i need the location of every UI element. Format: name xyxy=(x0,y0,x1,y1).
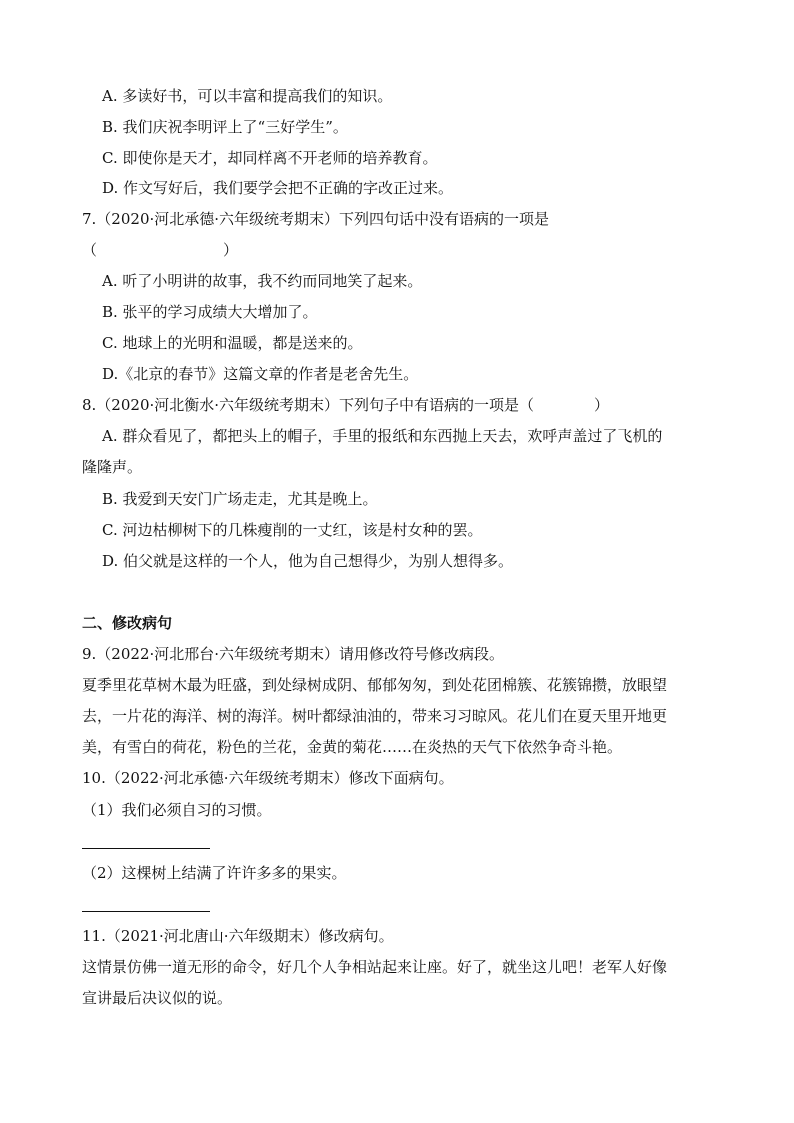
q10-sub1: （1）我们必须自习的习惯。 xyxy=(82,801,272,819)
q7-option-d: D.《北京的春节》这篇文章的作者是老舍先生。 xyxy=(102,365,419,383)
q6-option-c: C. 即使你是天才，却同样离不开老师的培养教育。 xyxy=(102,149,438,167)
section-heading: 二、修改病句 xyxy=(82,614,173,632)
q9-paragraph-line3: 美，有雪白的荷花，粉色的兰花，金黄的菊花……在炎热的天气下依然争奇斗艳。 xyxy=(82,738,623,756)
q7-option-b: B. 张平的学习成绩大大增加了。 xyxy=(102,303,318,321)
q7-answer-parens xyxy=(82,240,238,260)
q10-sub2: （2）这棵树上结满了许许多多的果实。 xyxy=(82,864,347,882)
q8-option-c: C. 河边枯柳树下的几株瘦削的一丈红，该是村女种的罢。 xyxy=(102,521,483,539)
q9-stem: 9.（2022·河北邢台·六年级统考期末）请用修改符号修改病段。 xyxy=(82,645,505,663)
q7-stem: 7.（2020·河北承德·六年级统考期末）下列四句话中没有语病的一项是 xyxy=(82,210,550,228)
q8-option-d: D. 伯父就是这样的一个人，他为自己想得少，为别人想得多。 xyxy=(102,552,514,570)
q6-option-b: B. 我们庆祝李明评上了“三好学生”。 xyxy=(102,118,348,136)
q8-stem xyxy=(82,395,609,415)
q9-paragraph-line2: 去，一片花的海洋、树的海洋。树叶都绿油油的，带来习习晾风。花儿们在夏天里开地更 xyxy=(82,707,668,725)
paren-close: ） xyxy=(594,396,610,414)
q11-stem: 11.（2021·河北唐山·六年级期末）修改病句。 xyxy=(82,927,394,945)
q8-stem-text: 8.（2020·河北衡水·六年级统考期末）下列句子中有语病的一项是（ xyxy=(82,396,535,414)
q11-paragraph-line2: 宣讲最后决议似的说。 xyxy=(82,989,233,1007)
q8-option-a-line1: A. 群众看见了，都把头上的帽子，手里的报纸和东西抛上天去，欢呼声盖过了飞机的 xyxy=(102,427,663,445)
q10-stem: 10.（2022·河北承德·六年级统考期末）修改下面病句。 xyxy=(82,769,454,787)
q7-option-a: A. 听了小明讲的故事，我不约而同地笑了起来。 xyxy=(102,272,423,290)
paren-close: ） xyxy=(223,241,239,259)
q11-paragraph-line1: 这情景仿佛一道无形的命令，好几个人争相站起来让座。好了，就坐这儿吧！老军人好像 xyxy=(82,958,668,976)
q10-sub2-answer-line xyxy=(82,911,210,912)
q7-option-c: C. 地球上的光明和温暖，都是送来的。 xyxy=(102,334,363,352)
paren-open: （ xyxy=(82,241,98,259)
q6-option-d: D. 作文写好后，我们要学会把不正确的字改正过来。 xyxy=(102,179,454,197)
q9-paragraph-line1: 夏季里花草树木最为旺盛，到处绿树成阴、郁郁匆匆，到处花团棉簇、花簇锦攒，放眼望 xyxy=(82,676,668,694)
q6-option-a: A. 多读好书，可以丰富和提高我们的知识。 xyxy=(102,87,393,105)
q8-option-b: B. 我爱到天安门广场走走，尤其是晚上。 xyxy=(102,490,378,508)
q10-sub1-answer-line xyxy=(82,848,210,849)
q8-option-a-line2: 隆隆声。 xyxy=(82,458,143,476)
